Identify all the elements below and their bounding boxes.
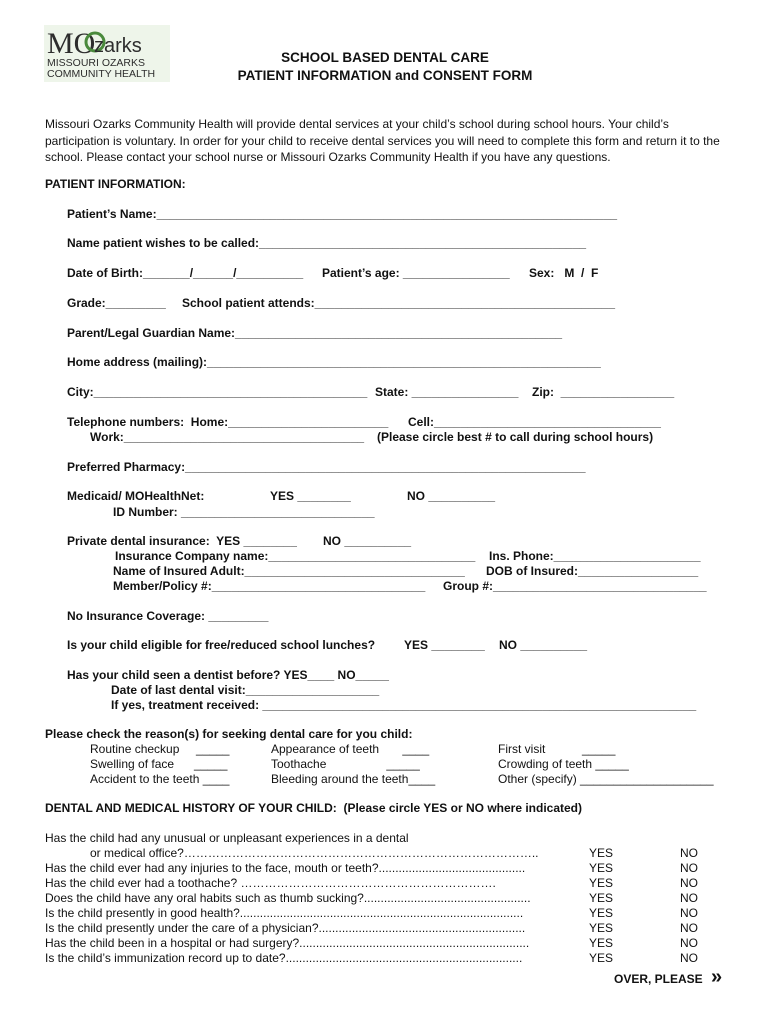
- history-question: Is the child presently under the care of a physician?..............................................................: [45, 921, 526, 935]
- insurance-phone-field[interactable]: Ins. Phone:______________________: [489, 549, 701, 563]
- insured-adult-field[interactable]: Name of Insured Adult:_________________________________: [113, 564, 465, 578]
- logo-ozarks-text: zarks: [94, 35, 142, 57]
- double-chevron-right-icon: »: [711, 966, 723, 988]
- patient-age-field[interactable]: Patient’s age: ________________: [322, 266, 510, 280]
- zip-field[interactable]: Zip: _________________: [532, 385, 675, 399]
- state-field[interactable]: State: ________________: [375, 385, 519, 399]
- yes-option[interactable]: YES: [589, 906, 614, 920]
- dentist-before-field[interactable]: Has your child seen a dentist before? YES____ NO_____: [67, 668, 389, 682]
- patient-name-field[interactable]: Patient’s Name:_____________________________________________________________________: [67, 207, 618, 221]
- pharmacy-field[interactable]: Preferred Pharmacy:____________________________________________________________: [67, 460, 586, 474]
- date-of-birth-field[interactable]: Date of Birth:_______/______/__________: [67, 266, 304, 280]
- reason-accident[interactable]: Accident to the teeth ____: [90, 772, 230, 786]
- medicaid-yes-field[interactable]: YES ________: [270, 489, 351, 503]
- reason-first-visit[interactable]: First visit _____: [498, 742, 616, 756]
- insurance-company-field[interactable]: Insurance Company name:_______________________________: [115, 549, 476, 563]
- yes-option[interactable]: YES: [589, 876, 614, 890]
- no-option[interactable]: NO: [680, 846, 698, 860]
- yes-option[interactable]: YES: [589, 951, 614, 965]
- yes-option[interactable]: YES: [589, 861, 614, 875]
- phone-note: (Please circle best # to call during school hours): [377, 430, 654, 444]
- reason-other[interactable]: Other (specify) ____________________: [498, 772, 714, 786]
- no-option[interactable]: NO: [680, 876, 698, 890]
- history-question: Is the child presently in good health?.....................................................................................: [45, 906, 524, 920]
- yes-option[interactable]: YES: [589, 921, 614, 935]
- school-field[interactable]: School patient attends:_____________________________________________: [182, 296, 615, 310]
- treatment-field[interactable]: If yes, treatment received: _________________________________________________________________: [111, 698, 697, 712]
- logo-mo-text: MO: [47, 27, 96, 60]
- preferred-name-field[interactable]: Name patient wishes to be called:_________________________________________________: [67, 236, 587, 250]
- history-heading: DENTAL AND MEDICAL HISTORY OF YOUR CHILD: (Please circle YES or NO where indicated): [45, 801, 582, 815]
- reason-appearance[interactable]: Appearance of teeth ____: [271, 742, 430, 756]
- sex-field[interactable]: Sex: M / F: [529, 266, 599, 280]
- private-insurance-yes-field[interactable]: Private dental insurance: YES ________: [67, 534, 297, 548]
- reason-routine-checkup[interactable]: Routine checkup _____: [90, 742, 230, 756]
- no-option[interactable]: NO: [680, 936, 698, 950]
- no-option[interactable]: NO: [680, 921, 698, 935]
- reason-crowding[interactable]: Crowding of teeth _____: [498, 757, 629, 771]
- yes-option[interactable]: YES: [589, 846, 614, 860]
- grade-field[interactable]: Grade:_________: [67, 296, 166, 310]
- no-option[interactable]: NO: [680, 906, 698, 920]
- lunch-no-field[interactable]: NO __________: [499, 638, 588, 652]
- history-question-1-line-1: Has the child had any unusual or unpleasant experiences in a dental: [45, 831, 409, 845]
- city-field[interactable]: City:_________________________________________: [67, 385, 368, 399]
- history-question: Has the child ever had any injuries to the face, mouth or teeth?............................................: [45, 861, 526, 875]
- no-option[interactable]: NO: [680, 891, 698, 905]
- guardian-name-field[interactable]: Parent/Legal Guardian Name:_________________________________________________: [67, 326, 563, 340]
- no-insurance-field[interactable]: No Insurance Coverage: _________: [67, 609, 269, 623]
- logo-line-2: COMMUNITY HEALTH: [47, 68, 156, 80]
- lunch-yes-field[interactable]: YES ________: [404, 638, 485, 652]
- reasons-heading: Please check the reason(s) for seeking dental care for you child:: [45, 727, 413, 741]
- yes-option[interactable]: YES: [589, 936, 614, 950]
- medicaid-no-field[interactable]: NO __________: [407, 489, 496, 503]
- medicaid-id-field[interactable]: ID Number: _____________________________: [113, 505, 375, 519]
- no-option[interactable]: NO: [680, 951, 698, 965]
- medicaid-label: Medicaid/ MOHealthNet:: [67, 489, 205, 503]
- reason-swelling[interactable]: Swelling of face _____: [90, 757, 228, 771]
- reason-bleeding[interactable]: Bleeding around the teeth____: [271, 772, 436, 786]
- reason-toothache[interactable]: Toothache _____: [271, 757, 420, 771]
- private-insurance-no-field[interactable]: NO __________: [323, 534, 412, 548]
- history-question: Has the child ever had a toothache? ……………………………………………………….: [45, 876, 496, 890]
- member-policy-field[interactable]: Member/Policy #:________________________________: [113, 579, 426, 593]
- no-option[interactable]: NO: [680, 861, 698, 875]
- yes-option[interactable]: YES: [589, 891, 614, 905]
- form-title-line-1: SCHOOL BASED DENTAL CARE: [281, 50, 489, 65]
- work-phone-field[interactable]: Work:____________________________________: [90, 430, 365, 444]
- history-question: Is the child’s immunization record up to date?.......................................................................: [45, 951, 523, 965]
- last-visit-field[interactable]: Date of last dental visit:____________________: [111, 683, 380, 697]
- history-question: Does the child have any oral habits such as thumb sucking?..................................................: [45, 891, 531, 905]
- history-question: or medical office?……………………………………………………………………………..: [90, 846, 539, 860]
- home-address-field[interactable]: Home address (mailing):___________________________________________________________: [67, 355, 601, 369]
- history-question: Has the child been in a hospital or had surgery?.....................................................................: [45, 936, 530, 950]
- patient-info-heading: PATIENT INFORMATION:: [45, 177, 186, 191]
- cell-phone-field[interactable]: Cell:__________________________________: [408, 415, 661, 429]
- lunch-question: Is your child eligible for free/reduced school lunches?: [67, 638, 376, 652]
- home-phone-field[interactable]: Telephone numbers: Home:________________________: [67, 415, 389, 429]
- insured-dob-field[interactable]: DOB of Insured:__________________: [486, 564, 699, 578]
- intro-paragraph: Missouri Ozarks Community Health will provide dental services at your child’s school during school hours. Your child’s participation is voluntary. In order for your child to receive dental services you will need to complete this form and return it to the school. Please contact your school nurse or Missouri Ozarks Community Health if you have any questions.: [45, 117, 720, 164]
- logo-line-1: MISSOURI OZARKS: [47, 57, 146, 69]
- over-please-note: OVER, PLEASE: [614, 972, 703, 986]
- form-title-line-2: PATIENT INFORMATION and CONSENT FORM: [237, 68, 533, 83]
- group-number-field[interactable]: Group #:________________________________: [443, 579, 707, 593]
